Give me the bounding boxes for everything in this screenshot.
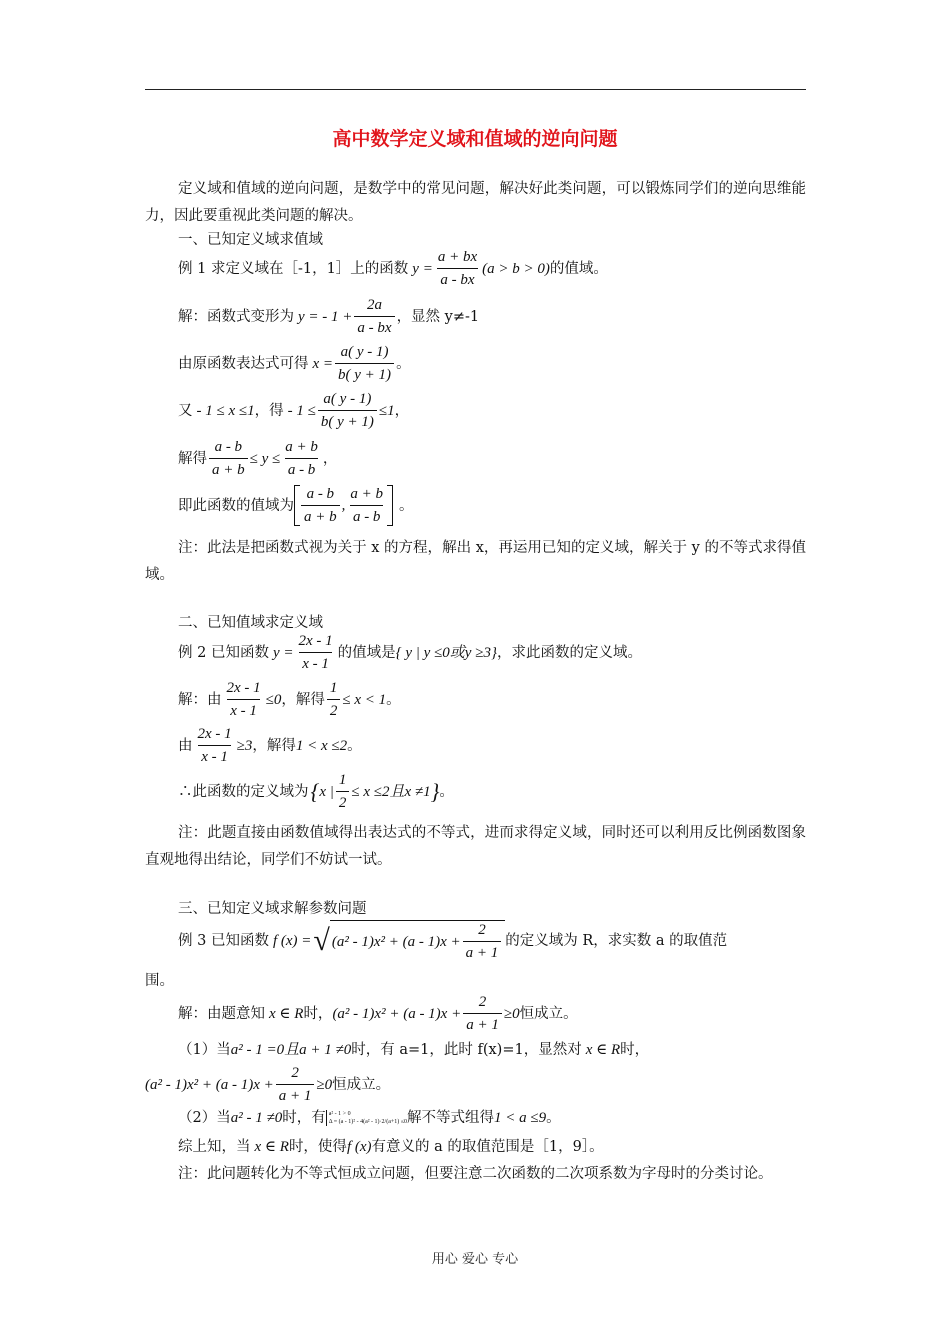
fraction-denominator: a - bx bbox=[437, 268, 477, 289]
fraction-numerator: 2 bbox=[291, 1065, 299, 1081]
solution3-when: 时， bbox=[303, 1005, 333, 1022]
case1-condition: a² - 1 =0且a + 1 ≠0 bbox=[230, 1042, 352, 1058]
interval-comma: , bbox=[341, 497, 346, 514]
fraction-numerator: a + b bbox=[285, 439, 318, 455]
note3: 注：此问题转化为不等式恒成立问题，但要注意二次函数的二次项系数为字母时的分类讨论。 bbox=[178, 1166, 773, 1182]
case1-expr: (a² - 1)x² + (a - 1)x + bbox=[145, 1076, 274, 1093]
solution3-expr: (a² - 1)x² + (a - 1)x + bbox=[332, 1005, 462, 1022]
solution2-line2-result: 1 < x ≤2 bbox=[295, 737, 348, 754]
solution1-line2-fraction bbox=[335, 343, 394, 384]
fraction-numerator: a + b bbox=[350, 486, 383, 502]
solution1-line2 bbox=[178, 343, 411, 384]
summary-text: 综上知，当 bbox=[178, 1139, 251, 1155]
fraction-numerator: a - b bbox=[306, 486, 335, 502]
note2: 注：此题直接由函数值域得出表达式的不等式，进而求得定义域，同时还可以利用反比例函数图象直观地得出结论，同学们不妨试一试。 bbox=[145, 825, 806, 868]
solution1-line3-right: ≤1 bbox=[378, 402, 395, 419]
example1-text: 例 1 求定义域在［-1，1］上的函数 bbox=[178, 260, 409, 277]
solution1-expr: y = - 1 + bbox=[298, 308, 353, 325]
solution2-line2-tail: 。 bbox=[347, 737, 362, 754]
fraction-denominator: a + b bbox=[301, 505, 340, 526]
case2-text: 时，有 bbox=[282, 1110, 326, 1126]
solution3-fraction bbox=[463, 993, 502, 1034]
fraction-numerator: a + bx bbox=[437, 249, 478, 265]
case2-label: （2）当 bbox=[178, 1110, 231, 1126]
fraction-numerator: 2x - 1 bbox=[226, 680, 261, 696]
summary-line bbox=[178, 1137, 604, 1157]
case2-line bbox=[178, 1108, 561, 1128]
section2-heading: 二、已知值域求定义域 bbox=[178, 615, 323, 631]
set-close-brace: } bbox=[430, 778, 440, 804]
summary-tail: 有意义的 a 的取值范围是［1，9］。 bbox=[371, 1139, 604, 1155]
solution3-x: x ∈ R bbox=[269, 1005, 304, 1022]
summary-fx: f (x) bbox=[346, 1139, 372, 1155]
solution3-ineq: ≥0 bbox=[503, 1005, 520, 1022]
solution2-ineq: ≤0 bbox=[265, 691, 282, 708]
case2-tail: 。 bbox=[546, 1110, 561, 1126]
summary-x: x ∈ R bbox=[254, 1139, 289, 1155]
solution3-label: 解：由题意知 bbox=[178, 1005, 265, 1022]
case2-result: 1 < a ≤9 bbox=[494, 1110, 547, 1126]
solution1-line3 bbox=[178, 390, 409, 431]
intro-paragraph: 定义域和值域的逆向问题，是数学中的常见问题，解决好此类问题，可以锻炼同学们的逆向思维能力，因此要重视此类问题的解决。 bbox=[145, 181, 806, 224]
solution1-line2-tail: 。 bbox=[396, 355, 411, 372]
solution1-line3-tail: ， bbox=[394, 402, 410, 419]
fraction-denominator: 2 bbox=[336, 791, 350, 812]
fraction-denominator: a + b bbox=[209, 458, 248, 479]
example3-fx: f (x) = bbox=[272, 933, 312, 949]
example2-line bbox=[178, 632, 642, 673]
solution1-line4-text: 解得 bbox=[178, 450, 207, 467]
solution1-line1 bbox=[178, 296, 479, 337]
interval-left-fraction bbox=[301, 485, 340, 526]
example2-yeq: y = bbox=[272, 644, 294, 661]
solution2-line2-text: 由 bbox=[178, 737, 193, 754]
solution2-half bbox=[327, 679, 341, 720]
page-title: 高中数学定义域和值域的逆向问题 bbox=[332, 128, 618, 150]
sqrt-sign: √ bbox=[313, 924, 330, 957]
solution1-line3-ineq: - 1 ≤ x ≤1 bbox=[196, 402, 255, 419]
solution1-line5 bbox=[178, 485, 414, 526]
solution2-result: ≤ x < 1 bbox=[342, 691, 387, 708]
domain-set-right: ≤ x ≤2且x ≠1 bbox=[351, 783, 431, 800]
solution1-label: 解：函数式变形为 bbox=[178, 308, 294, 325]
fraction-denominator: a + 1 bbox=[463, 941, 502, 962]
header-rule bbox=[145, 89, 806, 90]
section1-heading: 一、已知定义域求值域 bbox=[178, 232, 323, 248]
solution2-line2-fraction bbox=[195, 725, 235, 766]
sqrt-radicand bbox=[330, 920, 505, 962]
fraction-denominator: b( y + 1) bbox=[318, 410, 377, 431]
radicand-fraction bbox=[463, 921, 502, 962]
fraction-denominator: x - 1 bbox=[198, 745, 231, 766]
example1-fraction bbox=[435, 248, 480, 289]
case1-line bbox=[178, 1040, 649, 1060]
example1-yeq: y = bbox=[412, 260, 433, 277]
fraction-denominator: a - b bbox=[285, 458, 319, 479]
case2-solve: 解不等式组得 bbox=[407, 1110, 495, 1126]
example2-set: { y | y ≤0或y ≥3} bbox=[395, 644, 497, 661]
fraction-numerator: 1 bbox=[329, 680, 338, 696]
solution1-line5-text: 即此函数的值域为 bbox=[178, 497, 294, 514]
set-open-brace: { bbox=[310, 778, 320, 804]
fraction-numerator: a - b bbox=[214, 439, 243, 455]
example3-wrap: 围。 bbox=[145, 973, 174, 989]
fraction-numerator: 2x - 1 bbox=[197, 726, 232, 742]
example1-condition: (a > b > 0) bbox=[482, 260, 550, 277]
fraction-numerator: a( y - 1) bbox=[323, 391, 372, 407]
example1-tail: 的值域。 bbox=[549, 260, 608, 277]
inequality-system bbox=[326, 1110, 407, 1126]
range-interval bbox=[294, 485, 393, 526]
solution2-line3-text: ∴此函数的定义域为 bbox=[178, 783, 309, 800]
case1-tail: 时， bbox=[620, 1042, 650, 1058]
fraction-denominator: a - b bbox=[350, 505, 384, 526]
fraction-denominator: b( y + 1) bbox=[335, 363, 394, 384]
case1-label: （1）当 bbox=[178, 1042, 231, 1058]
solution1-line3-text: 又 bbox=[178, 402, 193, 419]
summary-mid: 时，使得 bbox=[288, 1139, 347, 1155]
domain-set-left: x | bbox=[319, 783, 334, 800]
fraction-numerator: 2 bbox=[478, 994, 487, 1010]
fraction-denominator: 2 bbox=[327, 699, 341, 720]
solution2-line3 bbox=[178, 771, 454, 812]
case1-ineq: ≥0 bbox=[316, 1076, 333, 1093]
fraction-numerator: 1 bbox=[338, 772, 347, 788]
solution3-tail: 恒成立。 bbox=[519, 1005, 578, 1022]
solution2-line2-ineq: ≥3 bbox=[236, 737, 253, 754]
case1-cont-line bbox=[145, 1064, 390, 1105]
solution1-line4-tail: ， bbox=[322, 450, 338, 467]
domain-set-half bbox=[336, 771, 350, 812]
fraction-numerator: 2 bbox=[478, 922, 486, 938]
system-line-2: Δ = (a - 1)² - 4(a² - 1)·2/(a+1) ≤0 bbox=[328, 1119, 408, 1125]
solution2-tail: 。 bbox=[386, 691, 401, 708]
solution1-line4-mid: ≤ y ≤ bbox=[249, 450, 281, 467]
solution1-fraction bbox=[354, 296, 394, 337]
solution1-line3-mid: ，得 bbox=[254, 402, 284, 419]
case1-cont-tail: 恒成立。 bbox=[332, 1076, 391, 1093]
fraction-numerator: a( y - 1) bbox=[340, 344, 389, 360]
example2-tail: ，求此函数的定义域。 bbox=[496, 644, 642, 661]
fraction-denominator: a + 1 bbox=[276, 1084, 315, 1105]
section3-heading: 三、已知定义域求解参数问题 bbox=[178, 901, 367, 917]
solution1-line3-left: - 1 ≤ bbox=[287, 402, 316, 419]
example2-text: 例 2 已知函数 bbox=[178, 644, 269, 661]
solution1-line5-tail: 。 bbox=[399, 497, 414, 514]
solution2-fraction bbox=[224, 679, 264, 720]
solution3-line1 bbox=[178, 993, 578, 1034]
case1-text: 时，有 a=1，此时 f(x)=1，显然对 bbox=[351, 1042, 582, 1058]
solution1-line4-fraction-right bbox=[282, 438, 321, 479]
solution1-line2-xeq: x = bbox=[312, 355, 334, 372]
case1-fraction bbox=[276, 1064, 315, 1105]
example3-tail: 的定义域为 R，求实数 a 的取值范 bbox=[505, 933, 728, 949]
fraction-numerator: 2x - 1 bbox=[298, 633, 333, 649]
solution2-line2 bbox=[178, 725, 362, 766]
solution2-line3-tail: 。 bbox=[439, 783, 454, 800]
solution1-tail: ，显然 y≠-1 bbox=[396, 308, 480, 325]
example2-fraction bbox=[295, 632, 335, 673]
example2-mid: 的值域是 bbox=[337, 644, 396, 661]
solution1-line4 bbox=[178, 438, 337, 479]
note1: 注：此法是把函数式视为关于 x 的方程，解出 x，再运用已知的定义域，解关于 y 的不等式求得值域。 bbox=[145, 540, 806, 583]
case1-x: x ∈ R bbox=[585, 1042, 621, 1058]
fraction-numerator: 2a bbox=[366, 297, 382, 313]
example3-line bbox=[178, 920, 727, 962]
solution2-line2-mid: ，解得 bbox=[252, 737, 296, 754]
system-line-1: a² - 1 > 0 bbox=[328, 1111, 351, 1117]
page-footer: 用心 爱心 专心 bbox=[431, 1252, 519, 1267]
fraction-denominator: a - bx bbox=[354, 316, 394, 337]
fraction-denominator: a + 1 bbox=[463, 1013, 502, 1034]
solution1-line2-text: 由原函数表达式可得 bbox=[178, 355, 309, 372]
solution2-mid: ，解得 bbox=[281, 691, 325, 708]
solution1-line3-fraction bbox=[318, 390, 377, 431]
case2-condition: a² - 1 ≠0 bbox=[230, 1110, 283, 1126]
solution2-label: 解：由 bbox=[178, 691, 222, 708]
example3-text: 例 3 已知函数 bbox=[178, 933, 269, 949]
interval-right-fraction bbox=[347, 485, 386, 526]
fraction-denominator: x - 1 bbox=[227, 699, 260, 720]
example1-line bbox=[178, 248, 608, 289]
radicand-expr: (a² - 1)x² + (a - 1)x + bbox=[331, 933, 461, 950]
solution2-line1 bbox=[178, 679, 401, 720]
fraction-denominator: x - 1 bbox=[299, 652, 332, 673]
solution1-line4-fraction-left bbox=[209, 438, 248, 479]
